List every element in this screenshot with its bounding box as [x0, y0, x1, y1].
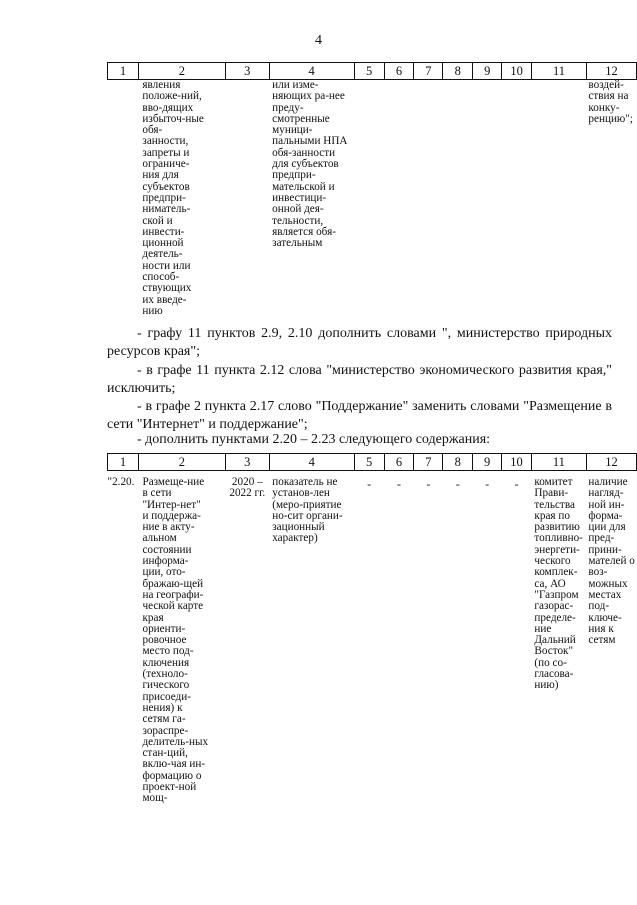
col-header: 5	[354, 454, 384, 471]
cell-dash: -	[455, 477, 460, 491]
cell-dash: -	[514, 477, 519, 491]
paragraph-amendment-4: - дополнить пунктами 2.20 – 2.23 следующего содержания:	[137, 432, 491, 447]
paragraph-amendment-3: - в графе 2 пункта 2.17 слово "Поддержание" заменить словами "Размещение в сети "Интернет" и поддержание";	[107, 399, 612, 432]
col-header: 2	[138, 454, 225, 471]
table-row	[108, 80, 637, 318]
col-header: 10	[502, 454, 532, 471]
cell-period: 2020 – 2022 гг.	[229, 476, 266, 500]
col-header: 4	[269, 63, 354, 80]
cell-responsible: комитет Прави-тельства края по развитию топливно-энергети-ческого комплек-са, АО "Газпром газорас-пределе-ние Дальний Восток" (по со-гласова-нию)	[534, 476, 583, 692]
col-header: 7	[414, 63, 443, 80]
cell-dash: -	[485, 477, 490, 491]
cell-description: Размеще-ние в сети "Интер-нет" и поддержа-ние в акту-альном состоянии информа-ции, ото-бражаю-щей на географи-ческой карте края ориенти-ровочное место под-ключения (техноло-гического присоеди-нения) к сетям га-зораспре-делитель-ных стан-ций, вклю-чая ин-формацию о проект-ной мощ-	[142, 476, 209, 805]
col-header: 10	[502, 63, 532, 80]
col-header: 12	[586, 63, 636, 80]
col-header: 9	[473, 63, 502, 80]
col-header: 1	[108, 454, 139, 471]
cell-dash: -	[396, 477, 401, 491]
column-number-row	[108, 454, 637, 471]
col-header: 4	[269, 454, 354, 471]
table-new-items	[107, 453, 637, 805]
cell-description: явления положе-ний, вво-дящих избыточ-ные обя-занности, запреты и ограниче-ния для субъектов предпри-ниматель-ской и инвести-ционной деятель-ности или способ-ствующих их введе-нию	[142, 79, 204, 317]
cell-item-number: "2.20.	[107, 476, 135, 488]
page-number: 4	[315, 33, 322, 48]
cell-result: наличие нагляд-ной ин-форма-ции для пред-прини-мателей о воз-можных местах под-ключе-ния к сетям	[588, 476, 635, 647]
col-header: 3	[225, 454, 269, 471]
col-header: 6	[384, 454, 414, 471]
cell-dash: -	[426, 477, 431, 491]
col-header: 11	[532, 63, 587, 80]
col-header: 9	[473, 454, 502, 471]
table-continued	[107, 62, 637, 317]
col-header: 5	[354, 63, 384, 80]
col-header: 3	[225, 63, 269, 80]
col-header: 11	[531, 454, 586, 471]
paragraph-amendment-2: - в графе 11 пункта 2.12 слова "министерство экономического развития края," исключить;	[107, 363, 612, 396]
table-row	[108, 471, 637, 805]
col-header: 7	[414, 454, 443, 471]
col-header: 6	[384, 63, 414, 80]
col-header: 8	[443, 454, 473, 471]
col-header: 8	[443, 63, 473, 80]
col-header: 12	[586, 454, 636, 471]
column-number-row	[108, 63, 637, 80]
cell-dash: -	[367, 477, 372, 491]
col-header: 2	[138, 63, 225, 80]
cell-indicator: или изме-няющих ра-нее преду-смотренные муници-пальными НПА обя-занности для субъектов предпри-мательской и инвестици-онной дея-тельности, является обя-зательным	[272, 79, 348, 250]
cell-indicator: показатель не установ-лен (меро-приятие но-сит органи-зационный характер)	[272, 476, 343, 545]
paragraph-amendment-1: - графу 11 пунктов 2.9, 2.10 дополнить словами ", министерство природных ресурсов края";	[107, 326, 612, 359]
cell-result: воздей-ствия на конку-ренцию";	[588, 79, 633, 125]
col-header: 1	[108, 63, 139, 80]
